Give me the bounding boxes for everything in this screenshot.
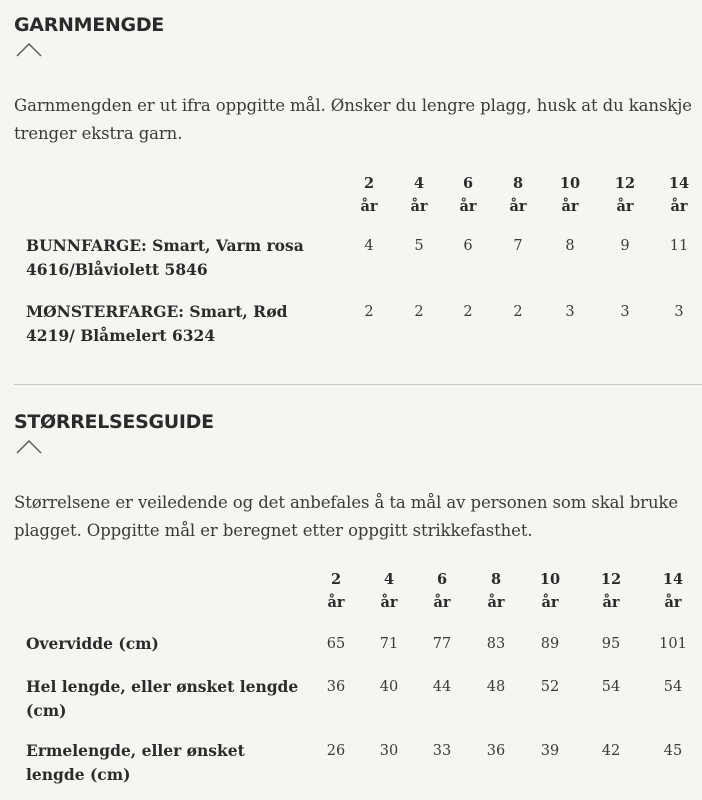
size-col-header: 10 år [559, 175, 581, 215]
size-col-header: 10 år [539, 571, 561, 611]
size-guide-section-title: STØRRELSESGUIDE [14, 411, 214, 433]
size-col-header: 2 år [360, 175, 378, 215]
table-cell: 2 [463, 304, 473, 320]
size-guide-intro: Størrelsene er veiledende og det anbefales å ta mål av personen som skal bruke plagget. Oppgitte mål er beregnet etter oppgitt strikkefasthet. [14, 493, 679, 540]
size-col-header: 8 år [487, 571, 505, 611]
table-cell: 26 [326, 743, 346, 759]
row-label: Ermelengde, eller ønsket lengde (cm) [26, 741, 245, 784]
row-label: Overvidde (cm) [26, 634, 159, 653]
table-cell: 40 [379, 679, 399, 695]
table-cell: 83 [486, 636, 506, 652]
table-cell: 7 [513, 238, 523, 254]
table-cell: 54 [601, 679, 621, 695]
table-cell: 3 [620, 304, 630, 320]
table-cell: 2 [364, 304, 374, 320]
table-cell: 2 [414, 304, 424, 320]
table-cell: 8 [565, 238, 575, 254]
table-cell: 71 [379, 636, 399, 652]
table-cell: 77 [432, 636, 452, 652]
table-cell: 2 [513, 304, 523, 320]
table-cell: 4 [364, 238, 374, 254]
yarn-intro: Garnmengden er ut ifra oppgitte mål. Ønsker du lengre plagg, husk at du kanskje trenger ekstra garn. [14, 96, 692, 143]
chevron-up-icon[interactable] [16, 439, 42, 455]
row-label: BUNNFARGE: Smart, Varm rosa 4616/Blåviolett 5846 [26, 236, 304, 279]
table-cell: 48 [486, 679, 506, 695]
table-cell: 6 [463, 238, 473, 254]
table-cell: 30 [379, 743, 399, 759]
table-cell: 33 [432, 743, 452, 759]
size-col-header: 14 år [668, 175, 690, 215]
table-cell: 95 [601, 636, 621, 652]
table-cell: 9 [620, 238, 630, 254]
row-label: Hel lengde, eller ønsket lengde (cm) [26, 677, 299, 720]
table-cell: 3 [674, 304, 684, 320]
size-col-header: 4 år [380, 571, 398, 611]
table-cell: 65 [326, 636, 346, 652]
size-col-header: 12 år [600, 571, 622, 611]
table-cell: 11 [669, 238, 689, 254]
table-cell: 42 [601, 743, 621, 759]
table-cell: 54 [663, 679, 683, 695]
table-cell: 45 [663, 743, 683, 759]
table-cell: 52 [540, 679, 560, 695]
table-cell: 5 [414, 238, 424, 254]
size-col-header: 6 år [459, 175, 477, 215]
size-col-header: 12 år [614, 175, 636, 215]
size-col-header: 4 år [410, 175, 428, 215]
table-cell: 44 [432, 679, 452, 695]
chevron-up-icon[interactable] [16, 42, 42, 58]
size-col-header: 8 år [509, 175, 527, 215]
table-cell: 36 [486, 743, 506, 759]
yarn-section-title: GARNMENGDE [14, 14, 164, 36]
size-col-header: 6 år [433, 571, 451, 611]
size-col-header: 14 år [662, 571, 684, 611]
row-label: MØNSTERFARGE: Smart, Rød 4219/ Blåmelert 6324 [26, 302, 288, 345]
table-cell: 89 [540, 636, 560, 652]
section-divider [14, 384, 702, 385]
table-cell: 36 [326, 679, 346, 695]
size-col-header: 2 år [327, 571, 345, 611]
table-cell: 101 [659, 636, 687, 652]
table-cell: 39 [540, 743, 560, 759]
table-cell: 3 [565, 304, 575, 320]
